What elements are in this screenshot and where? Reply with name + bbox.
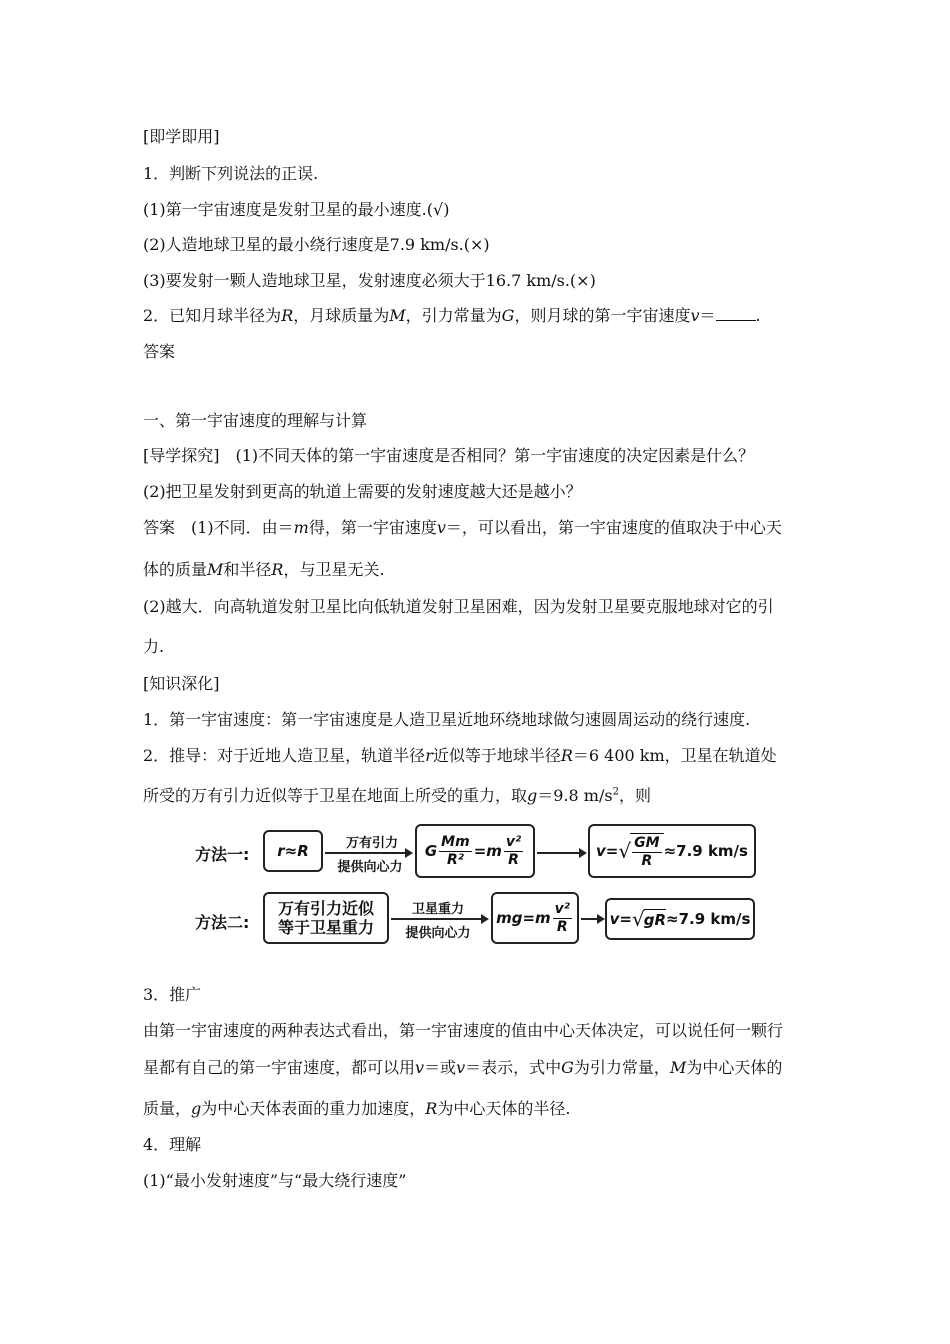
sqrt-gr: √ gR [631,907,667,931]
method-2-arrow-2 [581,918,603,920]
method-1-result-box: v= √ $\frac{GM}{R}$ ≈7.9 km/s [588,824,756,878]
answer-label: 答案 [143,342,176,361]
point-2-line-2: 所受的万有引力近似等于卫星在地面上所受的重力，取g＝9.8 $m/s^2$，则 [143,786,651,805]
fraction-v2-r: $\frac{\text{v²}}{R}$ [505,833,522,868]
answer-1-line-1: 答案 (1)不同．由＝m得，第一宇宙速度v＝，可以看出，第一宇宙速度的值取决于中心天 [143,518,782,537]
method-2-result-box: v= √ gR ≈7.9 km/s [605,898,755,940]
method-1-arrow-1 [325,852,411,854]
method-1-equation-box: G $\frac{Mm}{\text{R²}}$ =m $\frac{\text{v²}}{R}$ [415,824,535,878]
question-1: 1．判断下列说法的正误. [143,164,319,183]
answer-blank [716,306,756,321]
sqrt-gm-over-r: √ $\frac{GM}{R}$ [618,833,663,870]
point-2-line-1: 2．推导：对于近地人造卫星，轨道半径r近似等于地球半径R＝6 400 km，卫星在轨道处 [143,746,777,765]
method-1-condition-box: r≈R [263,830,323,872]
method-1-arrow-2 [537,852,585,854]
derivation-diagram [195,822,765,950]
answer-2-line-1: (2)越大．向高轨道发射卫星比向低轨道发射卫星困难，因为发射卫星要克服地球对它的引 [143,597,774,616]
point-4-subtitle: (1)“最小发射速度”与“最大绕行速度” [143,1171,407,1190]
fraction-v2-r-2: $\frac{\text{v²}}{R}$ [554,900,570,935]
answer-2-line-2: 力. [143,637,165,656]
method-1-arrow-bottom-label: 提供向心力 [337,860,403,875]
guided-question-2: (2)把卫星发射到更高的轨道上需要的发射速度越大还是越小？ [143,482,582,501]
section-heading-deepen: [知识深化] [143,674,220,693]
method-2-arrow-bottom-label: 提供向心力 [405,926,471,941]
point-4-title: 4．理解 [143,1135,202,1154]
question-2: 2．已知月球半径为R，月球质量为M，引力常量为G，则月球的第一宇宙速度v＝ . [143,306,761,325]
point-3-line-1: 由第一宇宙速度的两种表达式看出，第一宇宙速度的值由中心天体决定，可以说任何一颗行 [143,1021,784,1040]
method-1-arrow-top-label: 万有引力 [345,836,398,851]
point-3-title: 3．推广 [143,985,202,1004]
point-1: 1．第一宇宙速度：第一宇宙速度是人造卫星近地环绕地球做匀速圆周运动的绕行速度. [143,710,751,729]
point-3-line-2: 星都有自己的第一宇宙速度，都可以用v＝或v＝表示，式中G为引力常量，M为中心天体的 [143,1058,783,1077]
method-2-label: 方法二: [195,913,250,932]
guided-question-1: [导学探究] (1)不同天体的第一宇宙速度是否相同？第一宇宙速度的决定因素是什么？ [143,446,755,465]
statement-1: (1)第一宇宙速度是发射卫星的最小速度.(√) [143,200,450,219]
method-2-equation-box: mg=m $\frac{\text{v²}}{R}$ [491,892,579,944]
method-2-arrow-top-label: 卫星重力 [411,902,464,917]
section-heading-practice: [即学即用] [143,127,220,146]
statement-2: (2)人造地球卫星的最小绕行速度是7.9 km/s.(×) [143,235,490,254]
fraction-mm-r2: $\frac{Mm}{\text{R²}}$ [441,833,470,868]
method-1-label: 方法一: [195,845,250,864]
method-2-arrow-1 [391,918,487,920]
statement-3: (3)要发射一颗人造地球卫星，发射速度必须大于16.7 km/s.(×) [143,271,596,290]
section-title-1: 一、第一宇宙速度的理解与计算 [143,411,368,430]
method-2-condition-box: 万有引力近似 等于卫星重力 [263,892,389,944]
answer-1-line-2: 体的质量M和半径R，与卫星无关. [143,560,385,579]
point-3-line-3: 质量，g为中心天体表面的重力加速度，R为中心天体的半径. [143,1099,571,1118]
